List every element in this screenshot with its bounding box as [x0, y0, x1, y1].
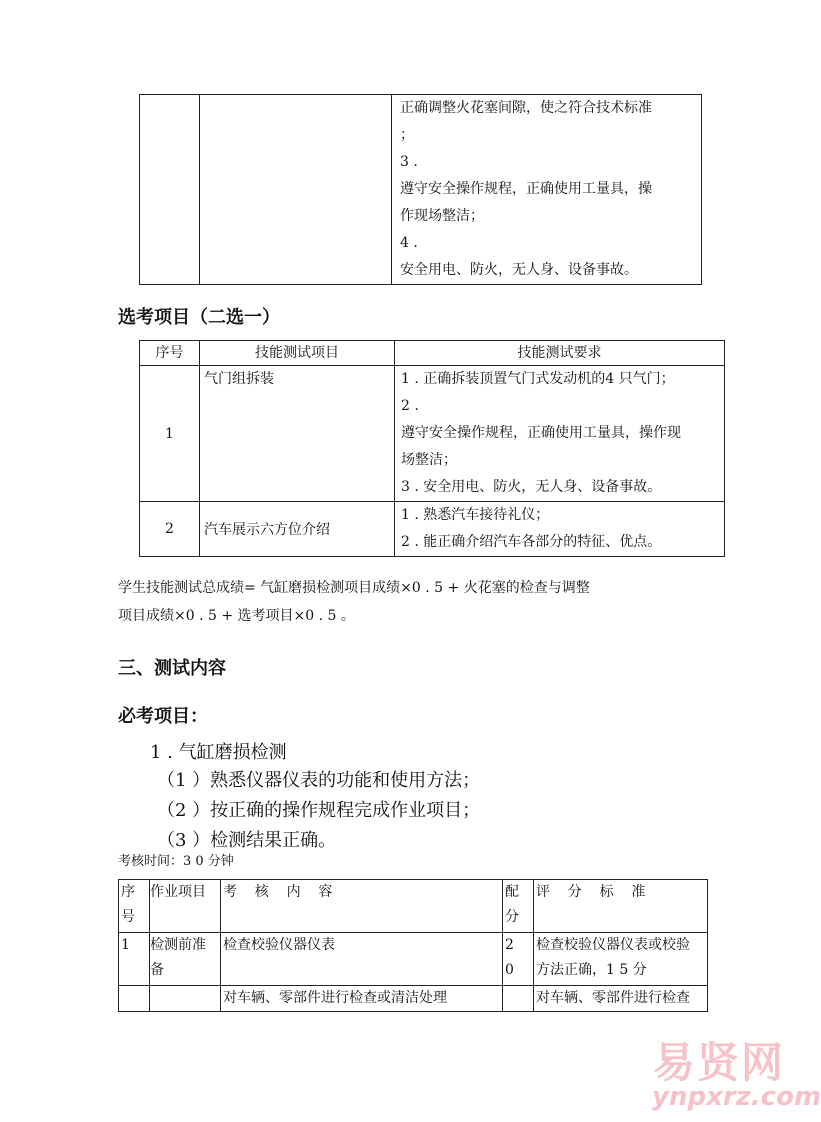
- row-work: 检测前准 备: [150, 933, 221, 986]
- requirement-line: 正确调整火花塞间隙，使之符合技术标准: [400, 100, 652, 116]
- header-score: 配 分: [503, 880, 534, 933]
- requirement-line: 3 .: [400, 154, 418, 170]
- elective-heading: 选考项目（二选一）: [118, 307, 280, 328]
- header-item: 技能测试项目: [200, 341, 395, 366]
- header-criteria: 评 分 标 准: [534, 880, 708, 933]
- requirement-line: 安全用电、防火，无人身、设备事故。: [400, 262, 638, 278]
- item-point: （1 ）熟悉仪器仪表的功能和使用方法；: [157, 770, 481, 791]
- score-formula-line: 项目成绩×0 . 5 + 选考项目×0 . 5 。: [118, 608, 355, 624]
- row-content: 检查校验仪器仪表: [221, 933, 503, 986]
- row-no: 1: [140, 366, 200, 502]
- exam-time: 考核时间：3 0 分钟: [118, 854, 234, 869]
- row-item: [200, 366, 395, 502]
- watermark-text: 易贤网: [652, 1038, 785, 1087]
- requirement-line: ；: [400, 127, 414, 143]
- row-score: 2 0: [503, 933, 534, 986]
- requirements-cell: [392, 95, 702, 285]
- header-no: 序号: [140, 341, 200, 366]
- table-row: [140, 502, 725, 557]
- item-text: 气门组拆装: [204, 371, 274, 387]
- assessment-table: [118, 879, 708, 1012]
- requirement-line: 3 . 安全用电、防火，无人身、设备事故。: [401, 479, 662, 495]
- table-row: [140, 366, 725, 502]
- row-no: [119, 986, 150, 1012]
- item-point: （2 ）按正确的操作规程完成作业项目；: [157, 800, 481, 821]
- row-criteria: 对车辆、零部件进行检查: [534, 986, 708, 1012]
- elective-table: [139, 340, 725, 557]
- header-content: 考 核 内 容: [221, 880, 503, 933]
- requirement-line: 场整洁；: [401, 452, 457, 468]
- table-row: [119, 933, 708, 986]
- item-title: 1 . 气缸磨损检测: [150, 742, 287, 763]
- table-header-row: [140, 341, 725, 366]
- requirement-line: 2 .: [401, 398, 419, 414]
- header-no: 序 号: [119, 880, 150, 933]
- watermark-url: ynpxrz.com: [652, 1082, 821, 1112]
- required-heading: 必考项目：: [118, 706, 208, 727]
- requirement-line: 1 . 熟悉汽车接待礼仪；: [401, 507, 550, 523]
- requirement-line: 遵守安全操作规程，正确使用工量具，操: [400, 181, 652, 197]
- item-point: （3 ）检测结果正确。: [157, 830, 337, 851]
- row-requirement: [395, 502, 725, 557]
- requirement-line: 遵守安全操作规程，正确使用工量具，操作现: [401, 425, 681, 441]
- row-no: 1: [119, 933, 150, 986]
- row-work: [150, 986, 221, 1012]
- watermark-logo: [652, 1030, 821, 1118]
- table-cell-empty: [140, 95, 200, 285]
- requirement-line: 4 .: [400, 235, 418, 251]
- section-heading: 三、测试内容: [118, 658, 226, 679]
- header-requirement: 技能测试要求: [395, 341, 725, 366]
- row-no: 2: [140, 502, 200, 557]
- row-item: 汽车展示六方位介绍: [200, 502, 395, 557]
- score-formula-line: 学生技能测试总成绩= 气缸磨损检测项目成绩×0 . 5 + 火花塞的检查与调整: [118, 580, 590, 596]
- table-cell-empty: [200, 95, 392, 285]
- requirement-line: 2 . 能正确介绍汽车各部分的特征、优点。: [401, 534, 662, 550]
- requirement-line: 1 . 正确拆装顶置气门式发动机的4 只气门；: [401, 371, 675, 387]
- table-row: [119, 986, 708, 1012]
- requirement-line: 作现场整洁；: [400, 208, 484, 224]
- skills-table-continued: [139, 94, 702, 285]
- header-work: 作业项目: [150, 880, 221, 933]
- row-requirement: [395, 366, 725, 502]
- row-score: [503, 986, 534, 1012]
- row-content: 对车辆、零部件进行检查或清洁处理: [221, 986, 503, 1012]
- row-criteria: 检查校验仪器仪表或校验 方法正确，1 5 分: [534, 933, 708, 986]
- table-header-row: [119, 880, 708, 933]
